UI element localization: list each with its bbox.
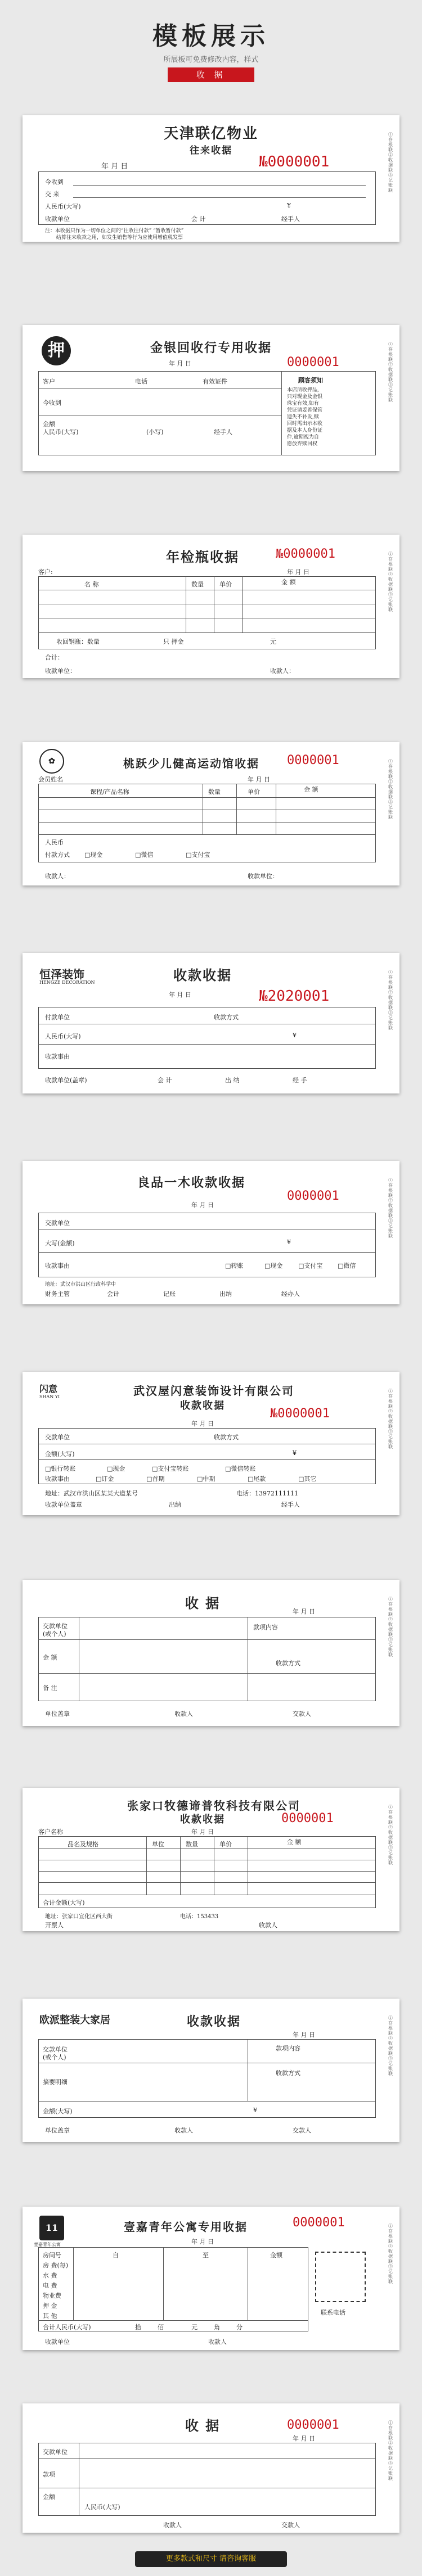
- side-text: ①存根联 ②收据联 ③记账联: [388, 1389, 393, 1449]
- side-text: ①存根联 ②收据联 ③记账联: [388, 970, 393, 1031]
- side-text: ①存根联 ②收据联 ③记账联: [388, 1805, 393, 1865]
- label: 只 押金: [163, 638, 184, 645]
- pay-option: □银行转账: [45, 1465, 76, 1472]
- label: 收款事由: [45, 1053, 70, 1060]
- column-header: 金 额: [287, 1838, 302, 1846]
- label: 客户名称: [38, 1828, 63, 1836]
- label: 人民币(大写): [84, 2503, 120, 2511]
- note-line: 愿放弃赎回权: [287, 441, 318, 447]
- pay-option: □现金: [84, 851, 103, 858]
- page-header: [0, 0, 422, 84]
- label: 金额(大写): [45, 1450, 75, 1458]
- label: 人民币(大写): [45, 203, 81, 210]
- label: 收款单位: [45, 215, 70, 223]
- note-line: 件,逾期视为自: [287, 435, 319, 440]
- receipt-3-date: 年 月 日: [287, 568, 309, 576]
- label: 收款方式: [276, 1660, 300, 1667]
- label: (或个人): [43, 1630, 66, 1638]
- column-header: 数量: [191, 581, 204, 588]
- number-value: 2020001: [267, 988, 330, 1005]
- label: 收款人: [174, 1710, 193, 1718]
- pay-label: 尾款: [253, 1475, 266, 1483]
- side-text: ①存根联 ②收据联 ③记账联: [388, 1597, 393, 1657]
- label: 经手人: [281, 215, 300, 223]
- column-header: 自: [113, 2252, 119, 2259]
- receipt-6-date: 年 月 日: [191, 1201, 214, 1209]
- label: 今收到: [43, 399, 61, 406]
- receipt-10-title: 收款收据: [186, 2014, 241, 2029]
- row-label: 房间号: [43, 2252, 61, 2259]
- pay-label: 微信转账: [231, 1465, 256, 1472]
- label: 交 来: [45, 191, 60, 198]
- receipt-4-date: 年 月 日: [248, 776, 270, 783]
- label: 收款方式: [214, 1014, 239, 1021]
- pay-option: □其它: [298, 1475, 317, 1483]
- receipt-10-date: 年 月 日: [293, 2031, 315, 2039]
- receipt-10: [23, 1999, 399, 2142]
- notes-title: 顾客须知: [298, 377, 323, 384]
- label: 合计：: [45, 654, 64, 661]
- pay-option: □现金: [264, 1262, 283, 1269]
- receipt-4-title: 桃跃少儿健高运动馆收据: [123, 757, 259, 770]
- stamp-area: [315, 2252, 366, 2302]
- label: 收款单位：: [45, 667, 76, 675]
- label: (或个人): [43, 2054, 66, 2061]
- receipt-8-date: 年 月 日: [293, 1608, 315, 1615]
- receipt-11-table: [38, 2247, 308, 2331]
- label: 会 计: [191, 215, 206, 223]
- receipt-7-date: 年 月 日: [191, 1420, 214, 1427]
- label: 电话：153433: [180, 1914, 219, 1920]
- column-header: 金 额: [281, 579, 296, 586]
- label: 款项: [43, 2471, 55, 2478]
- column-header: 至: [203, 2252, 209, 2259]
- note: 注：本收据只作为一切单位之间的“往收往付款” “暂收暂付款”: [45, 228, 184, 234]
- brand-sub: 壹嘉青年公寓: [34, 2242, 61, 2247]
- label: 出纳: [219, 1290, 232, 1298]
- badge-icon: 押: [42, 336, 71, 365]
- receipt-5: [23, 953, 399, 1093]
- note-line: 据及本人身份证: [287, 428, 323, 433]
- row-label: 水 费: [43, 2272, 57, 2279]
- column-header: 单价: [219, 581, 232, 588]
- label: 金 额: [43, 1654, 57, 1661]
- label: 会员姓名: [38, 776, 63, 783]
- label: 摘要明细: [43, 2078, 68, 2086]
- label: 会 计: [158, 1077, 172, 1084]
- number-label: №: [276, 547, 284, 561]
- label: 地址：武汉市洪山区某某大道某号: [45, 1490, 138, 1497]
- number-value: 0000001: [267, 153, 330, 170]
- label: 收款单位: [45, 2338, 70, 2345]
- receipt-1: [23, 115, 399, 242]
- receipt-2-number: 0000001: [287, 355, 339, 369]
- page-title: 模板展示: [152, 22, 270, 51]
- label: 元: [191, 2324, 197, 2331]
- receipt-11-number: 0000001: [293, 2216, 345, 2230]
- label: 经手人: [214, 428, 232, 436]
- side-text: ①存根联 ②收据联 ③记账联: [388, 552, 393, 612]
- pay-option: □微信: [135, 851, 154, 858]
- receipt-5-number: [259, 988, 329, 1005]
- label: 单位盖章: [45, 1710, 70, 1718]
- receipt-12-title: 收 据: [185, 2417, 221, 2434]
- label: 开票人: [45, 1922, 64, 1929]
- receipt-9-company: 张家口牧德谛普牧科技有限公司: [127, 1799, 300, 1813]
- label: ¥: [253, 2107, 257, 2114]
- pay-option: □支付宝: [186, 851, 210, 858]
- label: 人民币(大写): [45, 1033, 81, 1040]
- receipt-7-title: 收款收据: [180, 1400, 225, 1412]
- number-value: 0000001: [277, 1407, 330, 1421]
- pay-option: □首期: [146, 1475, 165, 1483]
- label: 记账: [163, 1290, 176, 1298]
- brand-logo: 闪意: [39, 1384, 58, 1394]
- receipt-1-company: 天津联亿物业: [163, 125, 258, 142]
- label: 收款人: [259, 1922, 277, 1929]
- receipt-4: [23, 742, 399, 885]
- pay-label: 首期: [152, 1475, 165, 1483]
- more-styles-button[interactable]: 更多款式和尺寸 请咨询客服: [135, 2551, 287, 2567]
- label: 佰: [158, 2324, 164, 2331]
- receipt-1-number: [259, 153, 329, 170]
- pay-label: 现金: [113, 1465, 125, 1472]
- pay-label: 银行转账: [51, 1465, 76, 1472]
- pay-option: □支付宝: [298, 1262, 323, 1269]
- pay-option: □尾款: [248, 1475, 266, 1483]
- label: 金额(大写): [43, 2108, 73, 2115]
- label: 收款人: [163, 2521, 182, 2529]
- receipt-12-number: 0000001: [287, 2418, 339, 2432]
- side-text: ①存根联 ②收据联 ③记账联: [388, 132, 393, 193]
- receipt-5-body: [38, 1007, 376, 1069]
- label: 经办人: [281, 1290, 300, 1298]
- label: 电话: [135, 378, 147, 385]
- receipt-1-date: 年 月 日: [101, 162, 128, 171]
- label: 地址：武汉市洪山区行政科学中: [45, 1282, 116, 1287]
- receipt-7-number: [270, 1407, 330, 1421]
- column-header: 金 额: [304, 786, 318, 793]
- row-label: 房 费(每): [43, 2262, 69, 2269]
- receipt-4-number: 0000001: [287, 753, 339, 767]
- row-label: 电 费: [43, 2282, 57, 2289]
- pay-label: 微信: [141, 851, 154, 858]
- number-label: №: [259, 988, 268, 1005]
- receipt-2-title: 金银回收行专用收据: [150, 341, 272, 355]
- label: 收款事由: [45, 1262, 70, 1269]
- pay-label: 微信: [343, 1262, 356, 1269]
- note-line: 回时需出示本收: [287, 421, 323, 427]
- label: 合计人民币(大写): [43, 2324, 91, 2331]
- label: 交款人: [281, 2521, 300, 2529]
- label: 交款单位: [43, 2448, 68, 2456]
- pay-label: 其它: [304, 1475, 317, 1483]
- receipt-5-date: 年 月 日: [169, 991, 191, 998]
- receipt-7: [23, 1372, 399, 1515]
- number-value: 0000001: [283, 547, 335, 561]
- label: 金额: [43, 421, 55, 428]
- label: ¥: [287, 202, 291, 209]
- label: 交款单位: [45, 1219, 70, 1227]
- receipt-10-table: [38, 2039, 376, 2118]
- number-label: №: [270, 1407, 278, 1421]
- apartment-logo-icon: 11: [39, 2216, 64, 2240]
- page-subtitle: 所展板可免费修改内容，样式: [163, 56, 259, 64]
- side-text: ①存根联 ②收据联 ③记账联: [388, 2224, 393, 2284]
- label: 分: [236, 2324, 243, 2331]
- label: ¥: [293, 1032, 297, 1039]
- column-header: 单价: [219, 1841, 232, 1848]
- note-line: 只对现金及金银: [287, 394, 323, 400]
- receipt-2: [23, 325, 399, 471]
- receipt-11-title: 壹嘉青年公寓专用收据: [124, 2220, 248, 2234]
- label: 角: [214, 2324, 220, 2331]
- label: 收款人：: [45, 873, 70, 880]
- pay-label: 现金: [90, 851, 103, 858]
- label: 经 手: [293, 1077, 307, 1084]
- column-header: 数量: [208, 788, 221, 796]
- label: 今收到: [45, 178, 64, 186]
- receipt-3-number: [276, 547, 335, 561]
- receipt-6-title: 良品一木收款收据: [137, 1176, 245, 1190]
- side-text: ①存根联 ②收据联 ③记账联: [388, 1178, 393, 1239]
- brand-logo-icon: ✿: [39, 749, 64, 774]
- receipt-2-date: 年 月 日: [169, 360, 191, 367]
- receipt-8-table: [38, 1617, 376, 1701]
- side-text: ①存根联 ②收据联 ③记账联: [388, 2015, 393, 2076]
- label: (小写): [146, 428, 164, 436]
- label: 财务主管: [45, 1290, 70, 1298]
- receipt-3: [23, 535, 399, 678]
- receipt-1-title: 往来收据: [190, 145, 232, 156]
- pay-option: □中期: [197, 1475, 216, 1483]
- receipt-11-date: 年 月 日: [191, 2238, 214, 2245]
- receipt-5-title: 收款收据: [173, 967, 232, 983]
- label: 备 注: [43, 1684, 57, 1692]
- side-text: ①存根联 ②收据联 ③记账联: [388, 2420, 393, 2481]
- receipt-9-title: 收款收据: [180, 1814, 225, 1825]
- row-label: 物业费: [43, 2292, 61, 2299]
- label: 合计金额(大写): [43, 1899, 85, 1906]
- label: 联系电话: [321, 2309, 345, 2316]
- pay-label: 支付宝: [191, 851, 210, 858]
- receipt-8: [23, 1580, 399, 1726]
- label: 客户:: [38, 568, 53, 576]
- label: 收款人: [174, 2127, 193, 2134]
- row-label: 其 他: [43, 2312, 57, 2320]
- pay-option: □现金: [107, 1465, 125, 1472]
- label: 地址：张家口宣化区西大街: [45, 1914, 113, 1920]
- pay-label: 现金: [270, 1262, 283, 1269]
- receipt-7-company: 武汉屋闪意装饰设计有限公司: [133, 1384, 294, 1398]
- side-text: ①存根联 ②收据联 ③记账联: [388, 759, 393, 820]
- column-header: 单价: [248, 788, 260, 796]
- label: 人民币(大写): [43, 428, 79, 436]
- label: 交款单位: [45, 1434, 70, 1441]
- label: 收款事由: [45, 1475, 70, 1483]
- column-header: 品名及规格: [68, 1841, 98, 1848]
- column-header: 单位: [152, 1841, 164, 1848]
- pay-label: 转账: [231, 1262, 244, 1269]
- label: 付款单位: [45, 1014, 70, 1021]
- pay-option: □微信转账: [225, 1465, 256, 1472]
- label: 拾: [135, 2324, 141, 2331]
- receipt-11: [23, 2207, 399, 2350]
- brand-sub: HENGZE DECORATION: [39, 980, 95, 985]
- label: ¥: [287, 1239, 291, 1246]
- label: ¥: [293, 1449, 297, 1457]
- pay-option: □转账: [225, 1262, 244, 1269]
- label: 收款方式: [276, 2069, 300, 2077]
- label: 付款方式: [45, 851, 70, 858]
- label: 交款人: [293, 1710, 311, 1718]
- label: 大写(金额): [45, 1240, 75, 1247]
- label: 经手人: [281, 1501, 300, 1508]
- label: 收款方式: [214, 1434, 239, 1441]
- label: 出纳: [169, 1501, 181, 1508]
- receipt-9: [23, 1788, 399, 1931]
- label: 收款单位：: [248, 873, 279, 880]
- column-header: 课程/产品名称: [90, 788, 129, 796]
- note-line: 凭证请妥善保管: [287, 408, 323, 413]
- label: 元: [270, 638, 276, 645]
- label: 有效证件: [203, 378, 227, 385]
- brand-logo: 恒泽装饰: [39, 968, 84, 981]
- receipt-9-date: 年 月 日: [191, 1828, 214, 1836]
- brand-logo: 欧派整装大家居: [39, 2014, 110, 2026]
- note-line: 珠宝有效,如有: [287, 401, 319, 406]
- receipt-1-body: [38, 171, 376, 225]
- label: 收回钢瓶：数量: [56, 638, 100, 645]
- label: 收款单位(盖章): [45, 1077, 87, 1084]
- label: 金额: [43, 2493, 55, 2501]
- label: 收款人：: [270, 667, 295, 675]
- column-header: 数量: [186, 1841, 198, 1848]
- receipt-6-body: [38, 1213, 376, 1277]
- section-tag: 收 据: [168, 67, 254, 82]
- pay-label: 支付宝: [304, 1262, 323, 1269]
- label: 交款单位: [43, 2046, 68, 2053]
- pay-option: □微信: [338, 1262, 356, 1269]
- receipt-8-title: 收 据: [185, 1595, 221, 1611]
- label: 交款单位: [43, 1623, 68, 1630]
- label: 出 纳: [225, 1077, 240, 1084]
- label: 会计: [107, 1290, 119, 1298]
- label: 款项内容: [276, 2045, 300, 2052]
- receipt-12-date: 年 月 日: [293, 2435, 315, 2442]
- label: 收款单位盖章: [45, 1501, 82, 1508]
- receipt-9-number: 0000001: [281, 1811, 334, 1825]
- label: 电话：13972111111: [236, 1490, 298, 1497]
- column-header: 名 称: [84, 581, 99, 588]
- column-header: 金额: [270, 2252, 282, 2259]
- label: 款项内容: [253, 1624, 278, 1631]
- pay-option: □订金: [96, 1475, 114, 1483]
- label: 人民币: [45, 839, 64, 846]
- pay-label: 支付宝转账: [158, 1465, 189, 1472]
- receipt-3-title: 年检瓶收据: [166, 549, 239, 565]
- label: 单位盖章: [45, 2127, 70, 2134]
- receipt-12: [23, 2403, 399, 2533]
- side-text: ①存根联 ②收据联 ③记账联: [388, 342, 393, 403]
- note-line: 遗失不补发,赎: [287, 414, 319, 420]
- footer: [0, 2547, 422, 2576]
- row-label: 押 金: [43, 2302, 57, 2310]
- label: 交款人: [293, 2127, 311, 2134]
- receipt-6: [23, 1161, 399, 1304]
- brand-sub: SHAN YI: [39, 1394, 60, 1399]
- pay-option: □支付宝转账: [152, 1465, 189, 1472]
- receipt-6-number: 0000001: [287, 1189, 339, 1203]
- label: 收款人: [208, 2338, 227, 2345]
- note: 结算往来收款之用，如发生销售等行为应使用增值税发票: [56, 235, 183, 241]
- note-line: 本店所收押品,: [287, 387, 319, 393]
- pay-label: 订金: [101, 1475, 114, 1483]
- pay-label: 中期: [203, 1475, 216, 1483]
- number-label: №: [259, 153, 268, 170]
- label: 客户: [43, 378, 55, 385]
